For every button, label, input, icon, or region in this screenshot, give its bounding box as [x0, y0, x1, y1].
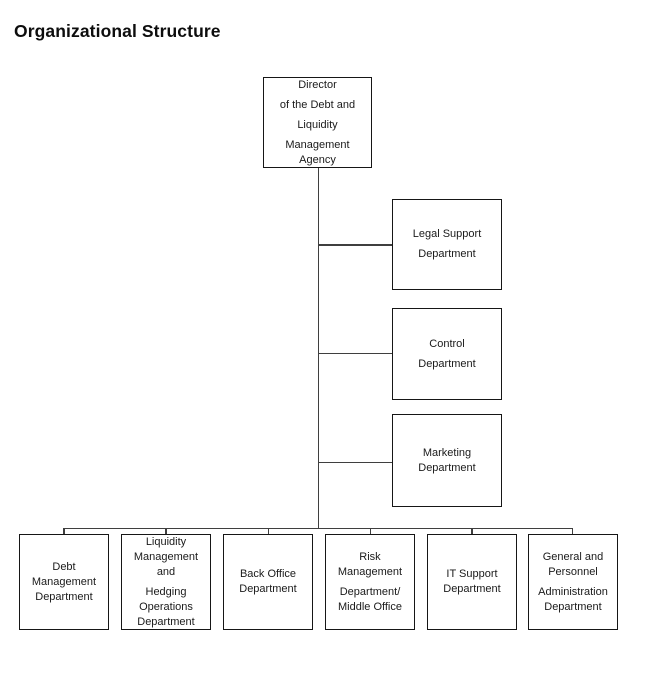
dept-label-line: Liquidity: [145, 535, 187, 548]
dept-label-line: Debt: [52, 560, 76, 573]
page-title: Organizational Structure: [14, 21, 221, 41]
dept-label-line: Department: [35, 590, 93, 603]
connector-branch-legal-support: [319, 244, 392, 246]
dept-label-line: Back Office: [239, 568, 297, 580]
org-box-general-personnel-administration-department: [528, 534, 618, 630]
dept-label-line: Department: [544, 600, 602, 613]
org-box-risk-management-department-middle-office: [325, 534, 415, 630]
org-box-director-line: Agency: [299, 153, 336, 166]
org-box-back-office-department: [223, 534, 313, 630]
org-box-director-line: Liquidity: [297, 118, 338, 131]
org-box-director-line: of the Debt and: [279, 98, 356, 111]
dept-label-line: Hedging: [145, 585, 187, 598]
org-box-it-support-department: [427, 534, 517, 630]
dept-label-line: Risk: [359, 550, 381, 563]
dept-label-line: Department: [443, 583, 501, 595]
org-box-marketing-department: [392, 414, 502, 507]
dept-label-line: Middle Office: [338, 600, 402, 613]
org-box-control-department: [392, 308, 502, 400]
org-box-director-line: Management: [285, 138, 350, 151]
connector-main-vertical: [318, 168, 320, 529]
dept-label-line: Department: [418, 248, 476, 260]
dept-label-line: Marketing: [422, 446, 472, 459]
dept-label-line: Management: [31, 575, 97, 588]
connector-branch-control: [319, 353, 392, 355]
dept-label-line: Legal Support: [412, 228, 482, 240]
connector-bottom-bus: [63, 528, 573, 530]
dept-label-line: General and: [542, 550, 604, 563]
dept-label-line: Control: [429, 337, 465, 350]
dept-label-line: Department: [418, 357, 476, 370]
dept-label-line: Administration: [538, 585, 608, 598]
dept-label-line: and: [156, 565, 176, 578]
dept-label-line: Personnel: [548, 565, 598, 578]
dept-label-line: Management: [133, 550, 199, 563]
org-box-legal-support-department: [392, 199, 502, 290]
dept-label-line: Department: [418, 461, 476, 474]
dept-label-line: IT Support: [446, 568, 498, 580]
org-box-debt-management-department: [19, 534, 109, 630]
dept-label-line: Department/: [339, 585, 401, 598]
org-box-director: [263, 77, 372, 168]
dept-label-line: Department: [239, 583, 297, 595]
dept-label-line: Department: [137, 615, 195, 628]
org-box-director-line: Director: [298, 78, 337, 91]
dept-label-line: Management: [337, 565, 403, 578]
org-box-liquidity-management-hedging-operations-department: [121, 534, 211, 630]
dept-label-line: Operations: [139, 600, 193, 613]
connector-branch-marketing: [319, 462, 392, 464]
